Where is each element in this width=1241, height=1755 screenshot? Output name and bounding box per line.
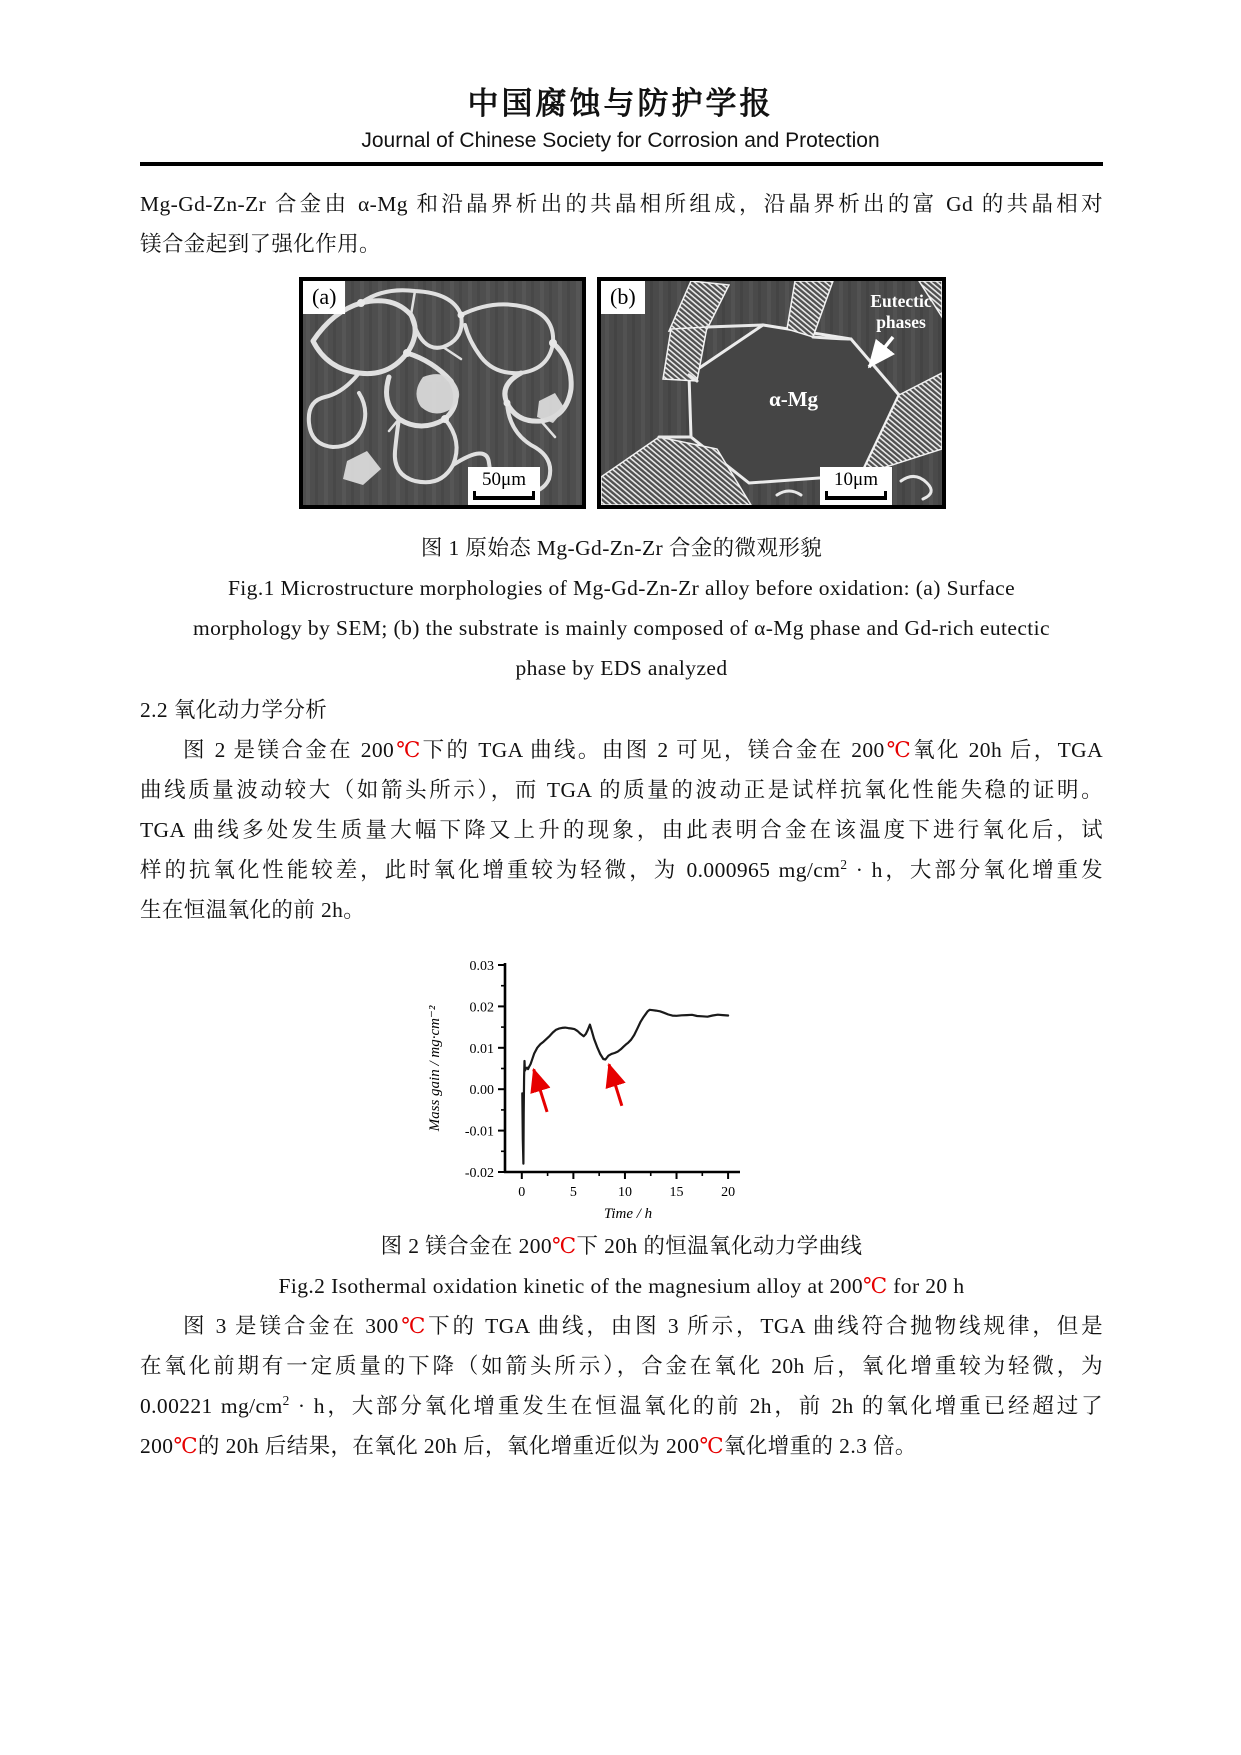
text-line: 样的抗氧化性能较差，此时氧化增重较为轻微，为 0.000965 $mg/cm^2 \cdot h$，大部分氧化增重发 <box>140 856 1103 882</box>
text-line: TGA 曲线多处发生质量大幅下降又上升的现象，由此表明合金在该温度下进行氧化后，试 <box>140 818 1103 842</box>
scale-bar-line <box>825 491 887 500</box>
figure2-tga-chart <box>423 950 755 1218</box>
text-line: 0.00221 $mg/cm^2 \cdot h$，大部分氧化增重发生在恒温氧化的前 2h，前 2h 的氧化增重已经超过了 <box>140 1392 1103 1418</box>
text-line: 生在恒温氧化的前 2h。 <box>140 898 366 922</box>
svg-text:5: 5 <box>569 1185 577 1200</box>
header-rule <box>140 162 1103 166</box>
svg-text:Time / h: Time / h <box>603 1206 653 1218</box>
section-heading-2-2 <box>140 690 1103 730</box>
panel-b-tag: (b) <box>601 281 645 314</box>
text-line: 在氧化前期有一定质量的下降（如箭头所示），合金在氧化 20h 后，氧化增重较为轻微，为 <box>140 1354 1103 1378</box>
tga-plot-svg <box>423 950 755 1218</box>
scale-bar-10um <box>820 467 892 505</box>
text-line: 图 3 是镁合金在 300℃下的 TGA 曲线，由图 3 所示，TGA 曲线符合抛物线规律，但是 <box>183 1314 1104 1338</box>
section-title: 2.2 氧化动力学分析 <box>140 698 328 722</box>
scale-label: 50μm <box>482 469 526 490</box>
svg-text:Mass gain / mg·cm⁻²: Mass gain / mg·cm⁻² <box>427 1005 443 1132</box>
paragraph-intro <box>140 184 1103 264</box>
figure1-caption <box>140 528 1103 688</box>
figure1-caption-cn: 图 1 原始态 Mg-Gd-Zn-Zr 合金的微观形貌 <box>420 536 823 560</box>
svg-text:-0.01: -0.01 <box>464 1124 494 1140</box>
sem-image-a <box>299 277 586 509</box>
figure2-caption <box>140 1226 1103 1306</box>
svg-text:15: 15 <box>669 1185 684 1200</box>
text-line: 曲线质量波动较大（如箭头所示），而 TGA 的质量的波动正是试样抗氧化性能失稳的证明。 <box>140 778 1103 802</box>
text-line: 镁合金起到了强化作用。 <box>140 232 381 256</box>
svg-text:0.03: 0.03 <box>469 959 494 974</box>
svg-text:0.00: 0.00 <box>469 1083 494 1099</box>
paragraph-tga-300 <box>140 1306 1103 1466</box>
journal-title-cn: 中国腐蚀与防护学报 <box>467 86 774 121</box>
text-line: Mg-Gd-Zn-Zr 合金由 α-Mg 和沿晶界析出的共晶相所组成，沿晶界析出的富 Gd 的共晶相对 <box>140 192 1103 216</box>
figure1-caption-en-line: morphology by SEM; (b) the substrate is mainly composed of α-Mg phase and Gd-rich eutectic <box>193 616 1050 640</box>
panel-a-tag: (a) <box>303 281 345 314</box>
paragraph-tga-200 <box>140 730 1103 930</box>
scale-bar-50um <box>468 467 540 505</box>
sem-image-b <box>597 277 946 509</box>
text-line: 200℃的 20h 后结果，在氧化 20h 后，氧化增重近似为 200℃氧化增重的 2.3 倍。 <box>140 1434 917 1458</box>
figure1-caption-en-line: Fig.1 Microstructure morphologies of Mg-Gd-Zn-Zr alloy before oxidation: (a) Surface <box>227 576 1016 600</box>
scale-label: 10μm <box>834 469 878 490</box>
svg-text:0.01: 0.01 <box>469 1041 494 1057</box>
journal-title-en: Journal of Chinese Society for Corrosion and Protection <box>361 129 880 152</box>
sem-texture-a <box>303 281 582 505</box>
alpha-mg-label: α-Mg <box>769 387 819 411</box>
scale-bar-line <box>473 491 535 500</box>
eutectic-phases-label: Eutectic phases <box>870 291 932 332</box>
figure2-caption-en: Fig.2 Isothermal oxidation kinetic of the magnesium alloy at 200℃ for 20 h <box>278 1274 965 1298</box>
svg-text:20: 20 <box>721 1185 736 1200</box>
text-line: 图 2 是镁合金在 200℃下的 TGA 曲线。由图 2 可见，镁合金在 200℃氧化 20h 后，TGA <box>183 738 1104 762</box>
svg-text:-0.02: -0.02 <box>464 1166 494 1181</box>
figure1-caption-en-line: phase by EDS analyzed <box>515 656 728 680</box>
svg-text:10: 10 <box>617 1185 632 1200</box>
svg-text:0: 0 <box>518 1185 526 1200</box>
figure2-caption-cn: 图 2 镁合金在 200℃下 20h 的恒温氧化动力学曲线 <box>380 1234 863 1258</box>
svg-text:0.02: 0.02 <box>469 1000 494 1016</box>
